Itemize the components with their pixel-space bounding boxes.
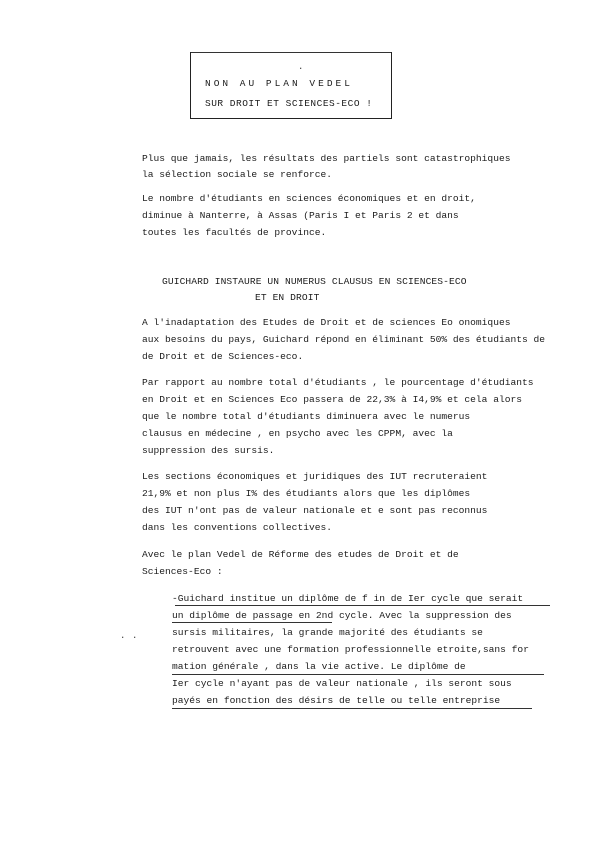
quote-line: -Guichard institue un diplôme de f in de Ier cycle que serait xyxy=(172,593,524,604)
quote-line: Ier cycle n'ayant pas de valeur nationale , ils seront sous xyxy=(172,678,512,689)
underline xyxy=(172,622,332,623)
paragraph-line: dans les conventions collectives. xyxy=(142,522,332,533)
intro-line: la sélection sociale se renforce. xyxy=(142,169,332,180)
paragraph-line: Sciences-Eco : xyxy=(142,566,223,577)
paragraph-line: en Droit et en Sciences Eco passera de 22,3% à I4,9% et cela alors xyxy=(142,394,522,405)
title-line-2: SUR DROIT ET SCIENCES-ECO ! xyxy=(205,98,373,109)
margin-mark: · xyxy=(298,64,304,74)
margin-mark: · xyxy=(120,633,126,643)
paragraph-line: que le nombre total d'étudiants diminuera avec le numerus xyxy=(142,411,471,422)
underline xyxy=(175,605,550,606)
quote-line: mation générale , dans la vie active. Le diplôme de xyxy=(172,661,466,672)
section-heading: GUICHARD INSTAURE UN NUMERUS CLAUSUS EN SCIENCES-ECO xyxy=(162,276,467,287)
underline xyxy=(172,674,544,675)
title-box-top-rule xyxy=(191,52,391,54)
paragraph-line: aux besoins du pays, Guichard répond en éliminant 50% des étudiants de xyxy=(142,334,546,345)
intro-line: Le nombre d'étudiants en sciences économiques et en droit, xyxy=(142,193,476,204)
section-heading: ET EN DROIT xyxy=(255,292,320,303)
paragraph-line: Les sections économiques et juridiques des IUT recruteraient xyxy=(142,471,488,482)
paragraph-line: des IUT n'ont pas de valeur nationale et e sont pas reconnus xyxy=(142,505,488,516)
quote-line: retrouvent avec une formation professionnelle etroite,sans for xyxy=(172,644,529,655)
margin-mark: · xyxy=(132,633,138,643)
paragraph-line: suppression des sursis. xyxy=(142,445,275,456)
paragraph-line: clausus en médecine , en psycho avec les CPPM, avec la xyxy=(142,428,453,439)
quote-line: un diplôme de passage en 2nd cycle. Avec la suppression des xyxy=(172,610,512,621)
paragraph-line: 21,9% et non plus I% des étudiants alors que les diplômes xyxy=(142,488,471,499)
title-line-1: NON AU PLAN VEDEL xyxy=(205,78,353,89)
paragraph-line: A l'inadaptation des Etudes de Droit et de sciences Eo onomiques xyxy=(142,317,511,328)
quote-line: payés en fonction des désirs de telle ou telle entreprise xyxy=(172,695,501,706)
paragraph-line: de Droit et de Sciences-eco. xyxy=(142,351,304,362)
intro-line: diminue à Nanterre, à Assas (Paris I et Paris 2 et dans xyxy=(142,210,459,221)
paragraph-line: Avec le plan Vedel de Réforme des etudes de Droit et de xyxy=(142,549,459,560)
intro-line: toutes les facultés de province. xyxy=(142,227,327,238)
quote-line: sursis militaires, la grande majorité des étudiants se xyxy=(172,627,483,638)
paragraph-line: Par rapport au nombre total d'étudiants , le pourcentage d'étudiants xyxy=(142,377,534,388)
intro-line: Plus que jamais, les résultats des partiels sont catastrophiques xyxy=(142,153,511,164)
underline xyxy=(172,708,532,709)
